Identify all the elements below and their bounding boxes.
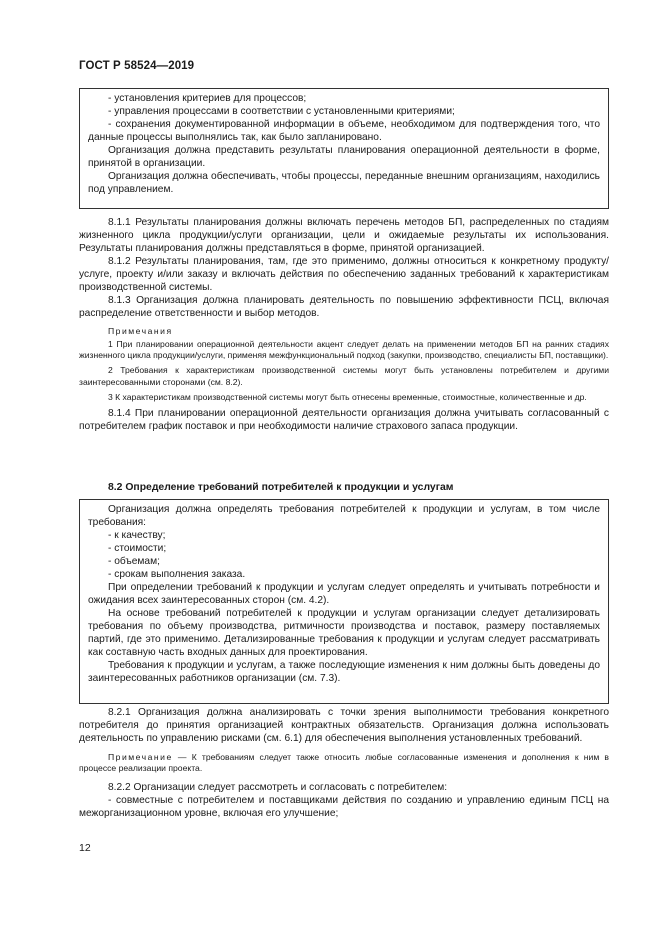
box2-bullet-3: - объемам; — [108, 556, 160, 567]
box1-line-5: Организация должна обеспечивать, чтобы процессы, переданные внешним организациям, находились под управлением. — [88, 171, 600, 195]
paragraph-8-1-2: 8.1.2 Результаты планирования, там, где это применимо, должны относиться к конкретному продукту/услуге, проекту и/или заказу и включать действия по обеспечению заданных требований к характеристикам производственной системы. — [79, 256, 609, 293]
paragraph-8-1-3: 8.1.3 Организация должна планировать деятельность по повышению эффективности ПСЦ, включая распределение ответственности и выбор методов. — [79, 295, 609, 319]
body-section-8-1 — [79, 216, 609, 433]
note-text: — К требованиям следует также относить любые согласованные изменения и дополнения к ним в процессе реализации проекта. — [79, 752, 609, 774]
notes-block — [79, 326, 609, 403]
box2-paragraph-1: При определении требований к продукции и услугам следует определять и учитывать потребности и ожидания всех заинтересованных сторон (см. 4.2). — [88, 582, 600, 606]
notes-title: Примечания — [108, 326, 173, 336]
requirements-box-1 — [79, 88, 609, 209]
paragraph-8-2-2-item: - совместные с потребителем и поставщиками действия по созданию и управлению единым ПСЦ на межорганизационном уровне, включая его улучшение; — [79, 795, 609, 820]
body-section-8-2 — [79, 706, 609, 820]
note-2: 2 Требования к характеристикам производственной системы могут быть установлены потребителем и другими заинтересованными сторонами (см. 8.2). — [79, 365, 609, 387]
document-header: ГОСТ Р 58524—2019 — [79, 60, 195, 72]
note-1: 1 При планировании операционной деятельности акцент следует делать на применении методов БП на ранних стадиях жизненного цикла продукции/услуги, применяя межфункциональный подход (закупки, производство, специалисты БП, поставщики). — [79, 339, 609, 361]
box2-intro: Организация должна определять требования потребителей к продукции и услугам, в том числе требования: — [88, 504, 600, 528]
paragraph-8-2-1: 8.2.1 Организация должна анализировать с точки зрения выполнимости требования конкретного потребителя до принятия организацией контрактных обязательств. Организация должна использовать деятельность по управлению рисками (см. 6.1) для обеспечения выполнения установленных требований. — [79, 707, 609, 744]
note-3: 3 К характеристикам производственной системы могут быть отнесены временные, стоимостные, количественные и др. — [108, 391, 587, 402]
section-title-8-2: 8.2 Определение требований потребителей к продукции и услугам — [108, 482, 454, 493]
paragraph-8-1-1: 8.1.1 Результаты планирования должны включать перечень методов БП, распределенных по стадиям жизненного цикла продукции/услуги организации, цели и ожидаемые результаты их использования. Результаты планирования должны представляться в форме, принятой организацией. — [79, 217, 609, 254]
box2-bullet-1: - к качеству; — [108, 530, 166, 541]
note-8-2-1 — [79, 752, 609, 774]
paragraph-8-1-4: 8.1.4 При планировании операционной деятельности организация должна учитывать согласованный с потребителем график поставок и при необходимости наличие страхового запаса продукции. — [79, 408, 609, 433]
box2-paragraph-3: Требования к продукции и услугам, а также последующие изменения к ним должны быть доведены до заинтересованных работников организации (см. 7.3). — [88, 660, 600, 684]
box1-line-3: - сохранения документированной информации в объеме, необходимом для подтверждения того, что данные процессы выполнялись так, как было запланировано. — [88, 119, 600, 143]
paragraph-8-2-2: 8.2.2 Организации следует рассмотреть и согласовать с потребителем: — [108, 782, 448, 794]
box2-bullet-2: - стоимости; — [108, 543, 167, 554]
box1-line-2: - управления процессами в соответствии с установленными критериями; — [108, 106, 455, 117]
note-label: Примечание — [108, 752, 173, 762]
page-number: 12 — [79, 842, 91, 854]
requirements-box-2 — [79, 499, 609, 704]
box2-bullet-4: - срокам выполнения заказа. — [108, 569, 246, 580]
box2-paragraph-2: На основе требований потребителей к продукции и услугам организации следует детализировать требования по объему производства, ритмичности производства и поставок, размеру поставляемых партий, где это применимо. Детализированные требования к продукции и услугам следует рассматривать как составную часть входных данных для проектирования. — [88, 608, 600, 658]
box1-line-4: Организация должна представить результаты планирования операционной деятельности в форме, принятой в организации. — [88, 145, 600, 169]
box1-line-1: - установления критериев для процессов; — [108, 93, 307, 104]
